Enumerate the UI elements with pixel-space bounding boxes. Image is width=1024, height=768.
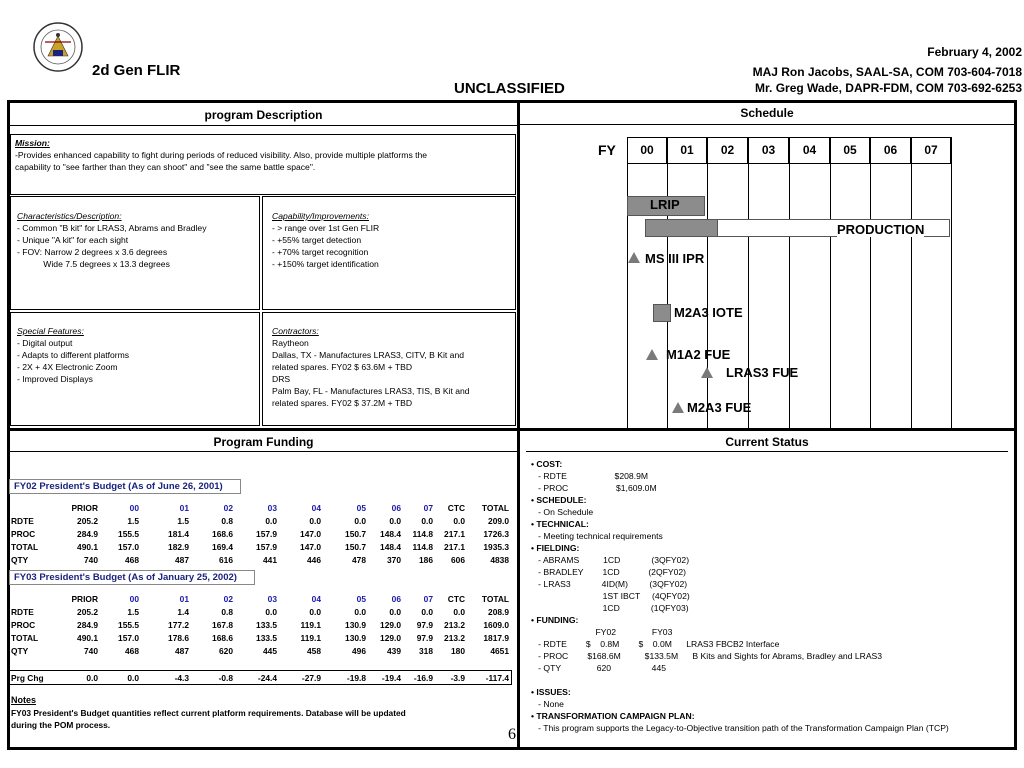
table-cell: 147.0 (300, 542, 321, 552)
current-status-title: Current Status (725, 435, 809, 449)
table-cell: 446 (307, 555, 321, 565)
table-cell: -24.4 (257, 673, 277, 683)
year-header-00: 00 (627, 137, 667, 164)
table-cell: 148.4 (380, 542, 401, 552)
capability-item: - +70% target recognition (272, 247, 369, 257)
table-cell: 129.0 (380, 633, 401, 643)
frame-bottom-border (7, 747, 1017, 750)
column-header: CTC (447, 503, 465, 513)
row-label: TOTAL (11, 542, 39, 552)
milestone-lras3-fue: LRAS3 FUE (726, 365, 799, 380)
column-header: TOTAL (481, 503, 509, 513)
table-cell: 130.9 (345, 633, 366, 643)
table-cell: 0.0 (389, 607, 401, 617)
special-feature-item: - 2X + 4X Electronic Zoom (17, 362, 118, 372)
table-cell: 155.5 (118, 529, 139, 539)
row-label: TOTAL (11, 633, 39, 643)
column-header: 03 (267, 503, 277, 513)
table-cell: 150.7 (345, 542, 366, 552)
column-header: 02 (223, 503, 233, 513)
status-line: - RDTE $208.9M (531, 471, 649, 481)
table-cell: 213.2 (444, 620, 465, 630)
table-cell: 217.1 (444, 529, 465, 539)
table-cell: 616 (219, 555, 233, 565)
contractor-line: related spares. FY02 $ 37.2M + TBD (272, 398, 413, 408)
notes-text-line: during the POM process. (11, 720, 111, 730)
grid-column (830, 137, 870, 428)
table-cell: 119.1 (300, 620, 321, 630)
status-line: • FIELDING: (531, 543, 580, 553)
contractor-line: Raytheon (272, 338, 309, 348)
table-cell: 0.0 (453, 607, 465, 617)
status-line: • FUNDING: (531, 615, 579, 625)
characteristics-item: - Common "B kit" for LRAS3, Abrams and Bradley (17, 223, 207, 233)
table-cell: 0.8 (221, 516, 233, 526)
table-cell: 1.5 (127, 516, 139, 526)
table-cell: -19.4 (381, 673, 401, 683)
production-label: PRODUCTION (837, 222, 925, 237)
contractor-line: related spares. FY02 $ 63.6M + TBD (272, 362, 413, 372)
milestone-m2a3-fue: M2A3 FUE (687, 400, 752, 415)
status-line: - None (531, 699, 564, 709)
table-cell: 180 (451, 646, 465, 656)
status-title-underline (526, 451, 1008, 452)
table-cell: 178.6 (168, 633, 189, 643)
notes-text-line: FY03 President's Budget quantities reflect current platform requirements. Database will be updated (11, 708, 406, 718)
contractor-line: Palm Bay, FL - Manufactures LRAS3, TIS, B Kit and (272, 386, 470, 396)
table-cell: 168.6 (212, 529, 233, 539)
special-feature-item: - Digital output (17, 338, 73, 348)
table-cell: 177.2 (168, 620, 189, 630)
column-header: 04 (311, 594, 321, 604)
special-feature-item: - Adapts to different platforms (17, 350, 130, 360)
status-line: - RDTE $ 0.8M $ 0.0M LRAS3 FBCB2 Interface (531, 639, 780, 649)
table-cell: 129.0 (380, 620, 401, 630)
status-line: 1CD (1QFY03) (531, 603, 689, 613)
column-header: 00 (129, 594, 139, 604)
table-cell: 182.9 (168, 542, 189, 552)
column-header: 01 (179, 503, 189, 513)
table-cell: 119.1 (300, 633, 321, 643)
table-cell: 0.0 (421, 516, 433, 526)
table-cell: 0.0 (389, 516, 401, 526)
table-cell: 0.0 (265, 516, 277, 526)
year-header-06: 06 (870, 137, 911, 164)
table-cell: 114.8 (412, 529, 433, 539)
grid-column (951, 137, 952, 428)
table-cell: 181.4 (168, 529, 189, 539)
row-label: Prg Chg (11, 673, 44, 683)
classification-label: UNCLASSIFIED (454, 80, 565, 97)
row-label: PROC (11, 529, 36, 539)
row-label: QTY (11, 555, 29, 565)
column-header: 01 (179, 594, 189, 604)
grid-column (870, 137, 910, 428)
row-label: QTY (11, 646, 29, 656)
milestone-m2a3-iote: M2A3 IOTE (674, 305, 743, 320)
table-cell: 97.9 (416, 633, 433, 643)
schedule-title-underline (520, 124, 1014, 125)
status-line: • COST: (531, 459, 563, 469)
table-cell: 4838 (490, 555, 509, 565)
year-header-04: 04 (789, 137, 830, 164)
budget1-title: FY02 President's Budget (As of June 26, 2001) (9, 479, 241, 494)
status-line: FY02 FY03 (531, 627, 673, 637)
characteristics-item: - FOV: Narrow 2 degrees x 3.6 degrees (17, 247, 168, 257)
table-cell: 1817.9 (483, 633, 509, 643)
table-cell: 1.5 (177, 516, 189, 526)
program-description-title: program Description (204, 108, 323, 122)
page-number: 6 (508, 726, 516, 743)
table-cell: 157.0 (118, 542, 139, 552)
grid-column (911, 137, 951, 428)
table-cell: 0.0 (265, 607, 277, 617)
table-cell: 0.0 (354, 607, 366, 617)
table-cell: 157.0 (118, 633, 139, 643)
grid-column (627, 137, 667, 428)
status-list (531, 458, 949, 734)
frame-right-border (1014, 100, 1017, 750)
characteristics-item: - Unique "A kit" for each sight (17, 235, 129, 245)
capability-item: - +150% target identification (272, 259, 379, 269)
table-cell: 487 (175, 646, 189, 656)
column-header: 00 (129, 503, 139, 513)
column-header: 05 (356, 594, 366, 604)
column-header: 07 (423, 594, 433, 604)
table-cell: 0.8 (221, 607, 233, 617)
table-cell: 468 (125, 646, 139, 656)
table-cell: 0.0 (421, 607, 433, 617)
year-header-03: 03 (748, 137, 789, 164)
table-cell: 205.2 (77, 607, 98, 617)
table-cell: 155.5 (118, 620, 139, 630)
status-line: • TECHNICAL: (531, 519, 589, 529)
table-cell: 458 (307, 646, 321, 656)
capability-label: Capability/Improvements: (272, 211, 369, 221)
year-header-02: 02 (707, 137, 748, 164)
table-cell: 130.9 (345, 620, 366, 630)
table-cell: 186 (419, 555, 433, 565)
funding-table (11, 0, 511, 700)
status-line: • ISSUES: (531, 687, 571, 697)
table-cell: 0.0 (309, 607, 321, 617)
row-label: RDTE (11, 516, 34, 526)
status-line: - ABRAMS 1CD (3QFY02) (531, 555, 690, 565)
characteristics-label: Characteristics/Description: (17, 211, 122, 221)
grid-column (667, 137, 707, 428)
table-cell: 370 (387, 555, 401, 565)
table-cell: 439 (387, 646, 401, 656)
status-line: - BRADLEY 1CD (2QFY02) (531, 567, 687, 577)
grid-column (789, 137, 829, 428)
milestone-ms-iii-ipr: MS III IPR (645, 251, 705, 266)
column-header: PRIOR (71, 503, 98, 513)
year-header-07: 07 (911, 137, 951, 164)
table-cell: -27.9 (301, 673, 321, 683)
table-cell: -16.9 (413, 673, 433, 683)
frame-center-divider (517, 100, 520, 750)
table-cell: 4651 (490, 646, 509, 656)
column-header: 06 (391, 594, 401, 604)
report-date: February 4, 2002 (927, 45, 1022, 59)
table-cell: 157.9 (256, 542, 277, 552)
status-line: - PROC $1,609.0M (531, 483, 657, 493)
m2a3-fue-marker-icon (672, 402, 684, 413)
column-header: 02 (223, 594, 233, 604)
table-cell: 0.0 (453, 516, 465, 526)
table-cell: 1609.0 (483, 620, 509, 630)
table-cell: -4.3 (174, 673, 189, 683)
table-cell: 478 (352, 555, 366, 565)
capability-item: - +55% target detection (272, 235, 362, 245)
table-cell: 1.5 (127, 607, 139, 617)
table-cell: 1935.3 (483, 542, 509, 552)
notes-label: Notes (11, 695, 37, 705)
table-cell: 150.7 (345, 529, 366, 539)
status-line: - Meeting technical requirements (531, 531, 663, 541)
lrip-label: LRIP (650, 197, 680, 212)
status-line: • SCHEDULE: (531, 495, 587, 505)
table-cell: -3.9 (450, 673, 465, 683)
table-cell: 740 (84, 646, 98, 656)
contact-primary: MAJ Ron Jacobs, SAAL-SA, COM 703-604-7018 (752, 65, 1022, 79)
table-cell: 496 (352, 646, 366, 656)
table-cell: 157.9 (256, 529, 277, 539)
table-cell: 97.9 (416, 620, 433, 630)
mission-label: Mission: (15, 138, 50, 148)
table-cell: 468 (125, 555, 139, 565)
capability-item: - > range over 1st Gen FLIR (272, 223, 380, 233)
table-cell: 133.5 (256, 620, 277, 630)
m1a2-fue-marker-icon (646, 349, 658, 360)
table-cell: 205.2 (77, 516, 98, 526)
characteristics-item: Wide 7.5 degrees x 13.3 degrees (17, 259, 170, 269)
table-cell: 0.0 (86, 673, 98, 683)
column-header: 07 (423, 503, 433, 513)
schedule-title: Schedule (740, 106, 794, 120)
table-cell: 0.0 (354, 516, 366, 526)
ms-iii-ipr-marker-icon (628, 252, 640, 263)
column-header: 04 (311, 503, 321, 513)
table-cell: 1.4 (177, 607, 189, 617)
table-cell: 1726.3 (483, 529, 509, 539)
table-cell: 490.1 (77, 542, 98, 552)
mission-text-line: -Provides enhanced capability to fight during periods of reduced visibility. Also, provide multiple platforms the (15, 150, 428, 160)
fy-label: FY (598, 142, 616, 158)
m2a3-iote-marker-icon (653, 304, 671, 322)
column-header: 03 (267, 594, 277, 604)
grid-column (707, 137, 747, 428)
row-label: RDTE (11, 607, 34, 617)
status-line: - On Schedule (531, 507, 594, 517)
table-cell: -0.8 (218, 673, 233, 683)
table-cell: 620 (219, 646, 233, 656)
column-header: TOTAL (481, 594, 509, 604)
program-funding-title: Program Funding (213, 435, 314, 449)
table-cell: 133.5 (256, 633, 277, 643)
status-line: - PROC $168.6M $133.5M B Kits and Sights for Abrams, Bradley and LRAS3 (531, 651, 883, 661)
table-cell: 0.0 (127, 673, 139, 683)
table-cell: -19.8 (346, 673, 366, 683)
table-cell: 606 (451, 555, 465, 565)
table-cell: -117.4 (485, 673, 509, 683)
table-cell: 490.1 (77, 633, 98, 643)
table-cell: 284.9 (77, 529, 98, 539)
special-features-label: Special Features: (17, 326, 84, 336)
table-cell: 740 (84, 555, 98, 565)
table-cell: 445 (263, 646, 277, 656)
column-header: CTC (447, 594, 465, 604)
status-line (531, 674, 949, 686)
row-label: PROC (11, 620, 36, 630)
table-cell: 318 (419, 646, 433, 656)
table-cell: 487 (175, 555, 189, 565)
table-cell: 217.1 (444, 542, 465, 552)
contractor-line: Dallas, TX - Manufactures LRAS3, CITV, B Kit and (272, 350, 465, 360)
column-header: 05 (356, 503, 366, 513)
contact-secondary: Mr. Greg Wade, DAPR-FDM, COM 703-692-6253 (755, 81, 1022, 95)
column-header: 06 (391, 503, 401, 513)
table-cell: 169.4 (212, 542, 233, 552)
budget2-title: FY03 President's Budget (As of January 25, 2002) (9, 570, 255, 585)
table-cell: 208.9 (488, 607, 509, 617)
program-title: 2d Gen FLIR (92, 62, 181, 79)
table-cell: 168.6 (212, 633, 233, 643)
milestone-m1a2-fue: M1A2 FUE (666, 347, 731, 362)
grid-column (748, 137, 788, 428)
production-bar-filled (645, 219, 718, 237)
year-header-05: 05 (830, 137, 870, 164)
table-cell: 284.9 (77, 620, 98, 630)
status-line: 1ST IBCT (4QFY02) (531, 591, 690, 601)
table-cell: 441 (263, 555, 277, 565)
table-cell: 167.8 (212, 620, 233, 630)
table-cell: 0.0 (309, 516, 321, 526)
prg-chg-row-box (9, 670, 512, 685)
column-header: PRIOR (71, 594, 98, 604)
table-cell: 148.4 (380, 529, 401, 539)
special-feature-item: - Improved Displays (17, 374, 93, 384)
status-line: - QTY 620 445 (531, 663, 667, 673)
year-header-01: 01 (667, 137, 707, 164)
lras3-fue-marker-icon (701, 367, 713, 378)
mission-text-line: capability to "see farther than they can shoot" and "see the same battle space". (15, 162, 316, 172)
table-cell: 213.2 (444, 633, 465, 643)
table-cell: 114.8 (412, 542, 433, 552)
status-line: • TRANSFORMATION CAMPAIGN PLAN: (531, 711, 695, 721)
table-cell: 209.0 (488, 516, 509, 526)
contractors-label: Contractors: (272, 326, 319, 336)
status-line: - LRAS3 4ID(M) (3QFY02) (531, 579, 688, 589)
contractor-line: DRS (272, 374, 291, 384)
status-line: - This program supports the Legacy-to-Objective transition path of the Transformation Campaign Plan (TCP) (531, 723, 949, 733)
table-cell: 147.0 (300, 529, 321, 539)
